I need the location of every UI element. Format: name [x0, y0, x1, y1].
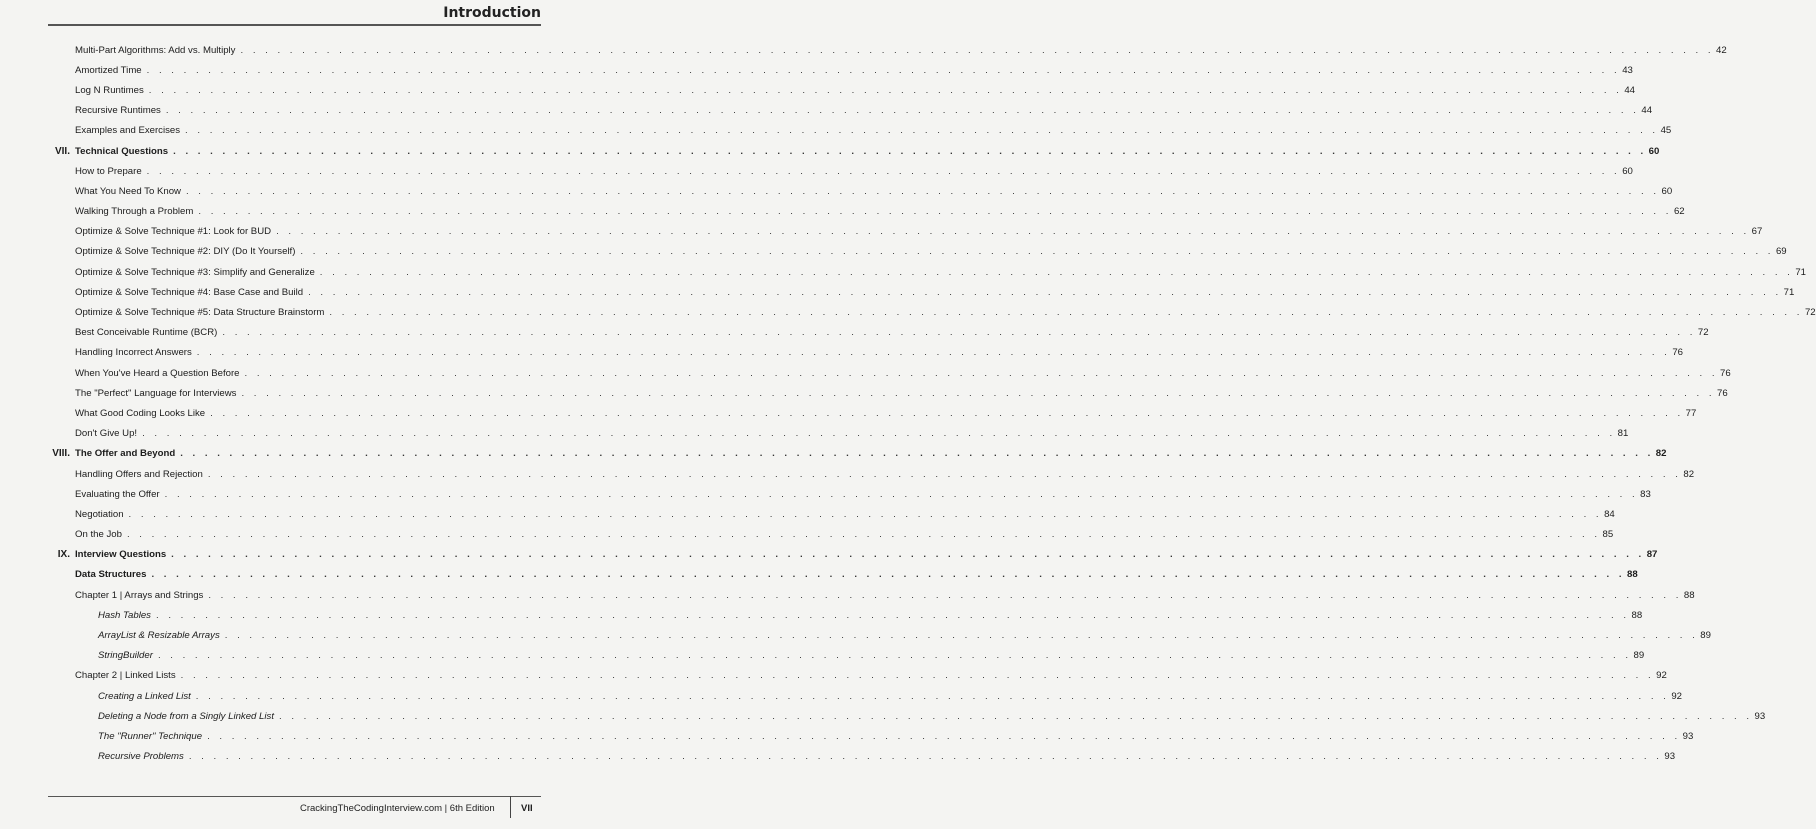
- toc-entry: [40, 625, 1711, 645]
- toc-entry: [40, 80, 1636, 100]
- toc-dot-leader: . . . . . . . . . . . . . . . . . . . . . . . . . . . . . . . . . . . . . . . . . . . . . . . . . . . . . . . . . . . . . . . . . . . . . . . . . . . . . . . . . . . . . . . . . . . . . . . . . . . . . . . . . . . . . . . . . . . . . . . .: [244, 367, 1719, 379]
- toc-page-number: 71: [1795, 266, 1807, 278]
- toc-dot-leader: . . . . . . . . . . . . . . . . . . . . . . . . . . . . . . . . . . . . . . . . . . . . . . . . . . . . . . . . . . . . . . . . . . . . . . . . . . . . . . . . . . . . . . . . . . . . . . . . . . . . . . . . . . . . . . . . . . . . . . . .: [146, 165, 1621, 177]
- toc-entry: [40, 726, 1694, 746]
- toc-entry-title: Creating a Linked List: [98, 691, 194, 702]
- toc-page-number: 42: [1716, 44, 1727, 56]
- toc-entry-title: Amortized Time: [75, 65, 145, 76]
- toc-dot-leader: . . . . . . . . . . . . . . . . . . . . . . . . . . . . . . . . . . . . . . . . . . . . . . . . . . . . . . . . . . . . . . . . . . . . . . . . . . . . . . . . . . . . . . . . . . . . . . . . . . . . . . . . . . . . . . . . . . . . . . . .: [165, 105, 1640, 117]
- toc-entry: [40, 666, 1667, 686]
- toc-dot-leader: . . . . . . . . . . . . . . . . . . . . . . . . . . . . . . . . . . . . . . . . . . . . . . . . . . . . . . . . . . . . . . . . . . . . . . . . . . . . . . . . . . . . . . . . . . . . . . . . . . . . . . . . . . . . . . . . . . . . . . . .: [210, 407, 1684, 419]
- toc-page-number: 82: [1683, 468, 1695, 480]
- toc-entry: [40, 343, 1683, 363]
- toc-page-number: 82: [1655, 448, 1667, 460]
- toc-entry-title: Technical Questions: [75, 146, 171, 157]
- toc-page-number: 76: [1717, 387, 1728, 399]
- table-of-contents: [40, 40, 1816, 767]
- toc-page-number: 72: [1697, 327, 1709, 339]
- toc-dot-leader: . . . . . . . . . . . . . . . . . . . . . . . . . . . . . . . . . . . . . . . . . . . . . . . . . . . . . . . . . . . . . . . . . . . . . . . . . . . . . . . . . . . . . . . . . . . . . . . . . . . . . . . . . . . . . . . . . . . . . . . .: [180, 448, 1654, 460]
- toc-dot-leader: . . . . . . . . . . . . . . . . . . . . . . . . . . . . . . . . . . . . . . . . . . . . . . . . . . . . . . . . . . . . . . . . . . . . . . . . . . . . . . . . . . . . . . . . . . . . . . . . . . . . . . . . . . . . . . . . . . . . . . . .: [240, 44, 1715, 56]
- toc-section-number: VII.: [54, 145, 70, 157]
- toc-dot-leader: . . . . . . . . . . . . . . . . . . . . . . . . . . . . . . . . . . . . . . . . . . . . . . . . . . . . . . . . . . . . . . . . . . . . . . . . . . . . . . . . . . . . . . . . . . . . . . . . . . . . . . . . . . . . . . . . . . . . . . . .: [278, 710, 1753, 722]
- toc-entry-title: Optimize & Solve Technique #4: Base Case and Build: [75, 287, 306, 298]
- toc-dot-leader: . . . . . . . . . . . . . . . . . . . . . . . . . . . . . . . . . . . . . . . . . . . . . . . . . . . . . . . . . . . . . . . . . . . . . . . . . . . . . . . . . . . . . . . . . . . . . . . . . . . . . . . . . . . . . . . . . . . . . . . .: [224, 630, 1699, 642]
- toc-entry-title: What You Need To Know: [75, 186, 184, 197]
- toc-entry: [40, 60, 1633, 80]
- toc-entry-title: When You've Heard a Question Before: [75, 368, 243, 379]
- toc-entry-title: Optimize & Solve Technique #1: Look for BUD: [75, 226, 274, 237]
- toc-entry: [40, 242, 1787, 262]
- toc-dot-leader: . . . . . . . . . . . . . . . . . . . . . . . . . . . . . . . . . . . . . . . . . . . . . . . . . . . . . . . . . . . . . . . . . . . . . . . . . . . . . . . . . . . . . . . . . . . . . . . . . . . . . . . . . . . . . . . . . . . . . . . .: [222, 327, 1696, 339]
- toc-dot-leader: . . . . . . . . . . . . . . . . . . . . . . . . . . . . . . . . . . . . . . . . . . . . . . . . . . . . . . . . . . . . . . . . . . . . . . . . . . . . . . . . . . . . . . . . . . . . . . . . . . . . . . . . . . . . . . . . . . . . . . . .: [241, 387, 1716, 399]
- toc-entry: [40, 706, 1766, 726]
- toc-entry-title: Hash Tables: [98, 610, 154, 621]
- toc-dot-leader: . . . . . . . . . . . . . . . . . . . . . . . . . . . . . . . . . . . . . . . . . . . . . . . . . . . . . . . . . . . . . . . . . . . . . . . . . . . . . . . . . . . . . . . . . . . . . . . . . . . . . . . . . . . . . . . . . . . . . . . .: [128, 508, 1603, 520]
- toc-dot-leader: . . . . . . . . . . . . . . . . . . . . . . . . . . . . . . . . . . . . . . . . . . . . . . . . . . . . . . . . . . . . . . . . . . . . . . . . . . . . . . . . . . . . . . . . . . . . . . . . . . . . . . . . . . . . . . . . . . . . . . . .: [329, 307, 1803, 319]
- toc-entry-title: Evaluating the Offer: [75, 489, 163, 500]
- toc-entry: [40, 282, 1795, 302]
- toc-entry-title: The "Perfect" Language for Interviews: [75, 388, 239, 399]
- toc-page-number: 67: [1751, 226, 1763, 238]
- toc-entry: [40, 121, 1672, 141]
- header-divider: [48, 24, 541, 26]
- footer-site-edition: CrackingTheCodingInterview.com | 6th Edition: [300, 803, 495, 814]
- toc-entry-title: Data Structures: [75, 569, 149, 580]
- toc-entry: [40, 504, 1615, 524]
- toc-dot-leader: . . . . . . . . . . . . . . . . . . . . . . . . . . . . . . . . . . . . . . . . . . . . . . . . . . . . . . . . . . . . . . . . . . . . . . . . . . . . . . . . . . . . . . . . . . . . . . . . . . . . . . . . . . . . . . . . . . . . . . . .: [148, 84, 1623, 96]
- toc-entry-title: Recursive Problems: [98, 751, 187, 762]
- toc-entry: [40, 585, 1695, 605]
- toc-page-number: 93: [1682, 730, 1694, 742]
- toc-entry-title: The Offer and Beyond: [75, 448, 178, 459]
- toc-dot-leader: . . . . . . . . . . . . . . . . . . . . . . . . . . . . . . . . . . . . . . . . . . . . . . . . . . . . . . . . . . . . . . . . . . . . . . . . . . . . . . . . . . . . . . . . . . . . . . . . . . . . . . . . . . . . . . . . . . . . . . . .: [126, 529, 1601, 541]
- toc-entry: [40, 323, 1709, 343]
- toc-page-number: 83: [1640, 488, 1651, 500]
- toc-page-number: 92: [1671, 690, 1683, 702]
- toc-page-number: 60: [1661, 185, 1673, 197]
- toc-entry-title: Optimize & Solve Technique #3: Simplify and Generalize: [75, 267, 318, 278]
- toc-dot-leader: . . . . . . . . . . . . . . . . . . . . . . . . . . . . . . . . . . . . . . . . . . . . . . . . . . . . . . . . . . . . . . . . . . . . . . . . . . . . . . . . . . . . . . . . . . . . . . . . . . . . . . . . . . . . . . . . . . . . . . . .: [151, 569, 1625, 581]
- toc-page-number: 84: [1604, 508, 1615, 520]
- toc-dot-leader: . . . . . . . . . . . . . . . . . . . . . . . . . . . . . . . . . . . . . . . . . . . . . . . . . . . . . . . . . . . . . . . . . . . . . . . . . . . . . . . . . . . . . . . . . . . . . . . . . . . . . . . . . . . . . . . . . . . . . . . .: [208, 589, 1682, 601]
- toc-page-number: 76: [1720, 367, 1731, 379]
- toc-dot-leader: . . . . . . . . . . . . . . . . . . . . . . . . . . . . . . . . . . . . . . . . . . . . . . . . . . . . . . . . . . . . . . . . . . . . . . . . . . . . . . . . . . . . . . . . . . . . . . . . . . . . . . . . . . . . . . . . . . . . . . . .: [195, 690, 1670, 702]
- toc-entry-title: Chapter 2 | Linked Lists: [75, 670, 179, 681]
- toc-page-number: 72: [1804, 307, 1816, 319]
- toc-entry: [40, 101, 1653, 121]
- toc-entry: [40, 565, 1638, 585]
- toc-entry: [40, 605, 1643, 625]
- toc-dot-leader: . . . . . . . . . . . . . . . . . . . . . . . . . . . . . . . . . . . . . . . . . . . . . . . . . . . . . . . . . . . . . . . . . . . . . . . . . . . . . . . . . . . . . . . . . . . . . . . . . . . . . . . . . . . . . . . . . . . . . . . .: [198, 206, 1672, 218]
- toc-entry-title: Don't Give Up!: [75, 428, 140, 439]
- toc-dot-leader: . . . . . . . . . . . . . . . . . . . . . . . . . . . . . . . . . . . . . . . . . . . . . . . . . . . . . . . . . . . . . . . . . . . . . . . . . . . . . . . . . . . . . . . . . . . . . . . . . . . . . . . . . . . . . . . . . . . . . . . .: [157, 650, 1632, 662]
- toc-entry-title: Best Conceivable Runtime (BCR): [75, 327, 220, 338]
- toc-page-number: 71: [1783, 286, 1795, 298]
- toc-page-number: 60: [1648, 145, 1660, 157]
- toc-entry: [40, 262, 1807, 282]
- toc-entry-title: Negotiation: [75, 509, 127, 520]
- toc-dot-leader: . . . . . . . . . . . . . . . . . . . . . . . . . . . . . . . . . . . . . . . . . . . . . . . . . . . . . . . . . . . . . . . . . . . . . . . . . . . . . . . . . . . . . . . . . . . . . . . . . . . . . . . . . . . . . . . . . . . . . . . .: [308, 286, 1782, 298]
- footer-divider: [48, 796, 541, 797]
- toc-entry-title: StringBuilder: [98, 650, 156, 661]
- toc-section-number: VIII.: [52, 448, 70, 460]
- toc-dot-leader: . . . . . . . . . . . . . . . . . . . . . . . . . . . . . . . . . . . . . . . . . . . . . . . . . . . . . . . . . . . . . . . . . . . . . . . . . . . . . . . . . . . . . . . . . . . . . . . . . . . . . . . . . . . . . . . . . . . . . . . .: [196, 347, 1671, 359]
- toc-dot-leader: . . . . . . . . . . . . . . . . . . . . . . . . . . . . . . . . . . . . . . . . . . . . . . . . . . . . . . . . . . . . . . . . . . . . . . . . . . . . . . . . . . . . . . . . . . . . . . . . . . . . . . . . . . . . . . . . . . . . . . . .: [155, 609, 1630, 621]
- toc-entry: [40, 464, 1695, 484]
- toc-entry: [40, 525, 1614, 545]
- toc-page-number: 89: [1633, 650, 1645, 662]
- toc-dot-leader: . . . . . . . . . . . . . . . . . . . . . . . . . . . . . . . . . . . . . . . . . . . . . . . . . . . . . . . . . . . . . . . . . . . . . . . . . . . . . . . . . . . . . . . . . . . . . . . . . . . . . . . . . . . . . . . . . . . . . . . .: [185, 125, 1659, 137]
- page-header-title: Introduction: [443, 5, 541, 21]
- toc-dot-leader: . . . . . . . . . . . . . . . . . . . . . . . . . . . . . . . . . . . . . . . . . . . . . . . . . . . . . . . . . . . . . . . . . . . . . . . . . . . . . . . . . . . . . . . . . . . . . . . . . . . . . . . . . . . . . . . . . . . . . . . .: [164, 488, 1639, 500]
- toc-entry: [40, 424, 1629, 444]
- toc-dot-leader: . . . . . . . . . . . . . . . . . . . . . . . . . . . . . . . . . . . . . . . . . . . . . . . . . . . . . . . . . . . . . . . . . . . . . . . . . . . . . . . . . . . . . . . . . . . . . . . . . . . . . . . . . . . . . . . . . . . . . . . .: [173, 145, 1647, 157]
- footer-page-number: VII: [521, 803, 533, 814]
- toc-entry: [40, 484, 1651, 504]
- toc-page-number: 85: [1602, 529, 1614, 541]
- toc-page-number: 44: [1641, 105, 1653, 117]
- toc-entry-title: Examples and Exercises: [75, 125, 183, 136]
- toc-entry-title: ArrayList & Resizable Arrays: [98, 630, 223, 641]
- toc-page-number: 62: [1673, 206, 1685, 218]
- toc-entry-title: Optimize & Solve Technique #5: Data Structure Brainstorm: [75, 307, 327, 318]
- toc-dot-leader: . . . . . . . . . . . . . . . . . . . . . . . . . . . . . . . . . . . . . . . . . . . . . . . . . . . . . . . . . . . . . . . . . . . . . . . . . . . . . . . . . . . . . . . . . . . . . . . . . . . . . . . . . . . . . . . . . . . . . . . .: [300, 246, 1774, 258]
- toc-entry-title: Log N Runtimes: [75, 85, 147, 96]
- toc-page-number: 93: [1754, 710, 1766, 722]
- toc-entry: [40, 141, 1660, 161]
- toc-dot-leader: . . . . . . . . . . . . . . . . . . . . . . . . . . . . . . . . . . . . . . . . . . . . . . . . . . . . . . . . . . . . . . . . . . . . . . . . . . . . . . . . . . . . . . . . . . . . . . . . . . . . . . . . . . . . . . . . . . . . . . . .: [142, 428, 1616, 440]
- toc-entry: [40, 686, 1683, 706]
- toc-entry: [40, 181, 1673, 201]
- toc-entry-title: Chapter 1 | Arrays and Strings: [75, 590, 206, 601]
- toc-dot-leader: . . . . . . . . . . . . . . . . . . . . . . . . . . . . . . . . . . . . . . . . . . . . . . . . . . . . . . . . . . . . . . . . . . . . . . . . . . . . . . . . . . . . . . . . . . . . . . . . . . . . . . . . . . . . . . . . . . . . . . . .: [180, 670, 1655, 682]
- toc-entry-title: What Good Coding Looks Like: [75, 408, 208, 419]
- toc-page-number: 88: [1631, 609, 1643, 621]
- toc-entry-title: Multi-Part Algorithms: Add vs. Multiply: [75, 45, 238, 56]
- toc-entry-title: The "Runner" Technique: [98, 731, 205, 742]
- toc-page-number: 93: [1664, 751, 1676, 763]
- toc-entry-title: Deleting a Node from a Singly Linked List: [98, 711, 277, 722]
- toc-entry: [40, 383, 1728, 403]
- toc-page-number: 81: [1617, 428, 1629, 440]
- footer-vertical-divider: [510, 796, 511, 818]
- toc-dot-leader: . . . . . . . . . . . . . . . . . . . . . . . . . . . . . . . . . . . . . . . . . . . . . . . . . . . . . . . . . . . . . . . . . . . . . . . . . . . . . . . . . . . . . . . . . . . . . . . . . . . . . . . . . . . . . . . . . . . . . . . .: [276, 226, 1750, 238]
- toc-dot-leader: . . . . . . . . . . . . . . . . . . . . . . . . . . . . . . . . . . . . . . . . . . . . . . . . . . . . . . . . . . . . . . . . . . . . . . . . . . . . . . . . . . . . . . . . . . . . . . . . . . . . . . . . . . . . . . . . . . . . . . . .: [146, 64, 1621, 76]
- toc-page-number: 60: [1622, 165, 1633, 177]
- toc-entry: [40, 403, 1697, 423]
- toc-entry: [40, 444, 1667, 464]
- toc-page-number: 76: [1672, 347, 1683, 359]
- toc-page-number: 77: [1685, 407, 1697, 419]
- toc-entry-title: On the Job: [75, 529, 125, 540]
- toc-dot-leader: . . . . . . . . . . . . . . . . . . . . . . . . . . . . . . . . . . . . . . . . . . . . . . . . . . . . . . . . . . . . . . . . . . . . . . . . . . . . . . . . . . . . . . . . . . . . . . . . . . . . . . . . . . . . . . . . . . . . . . . .: [207, 730, 1681, 742]
- toc-entry-title: How to Prepare: [75, 166, 145, 177]
- toc-dot-leader: . . . . . . . . . . . . . . . . . . . . . . . . . . . . . . . . . . . . . . . . . . . . . . . . . . . . . . . . . . . . . . . . . . . . . . . . . . . . . . . . . . . . . . . . . . . . . . . . . . . . . . . . . . . . . . . . . . . . . . . .: [188, 751, 1663, 763]
- toc-section-number: IX.: [57, 549, 70, 561]
- toc-page-number: 87: [1646, 549, 1658, 561]
- toc-page-number: 44: [1624, 84, 1636, 96]
- toc-entry: [40, 302, 1816, 322]
- toc-entry: [40, 222, 1763, 242]
- toc-entry: [40, 646, 1645, 666]
- toc-page-number: 88: [1683, 589, 1695, 601]
- toc-dot-leader: . . . . . . . . . . . . . . . . . . . . . . . . . . . . . . . . . . . . . . . . . . . . . . . . . . . . . . . . . . . . . . . . . . . . . . . . . . . . . . . . . . . . . . . . . . . . . . . . . . . . . . . . . . . . . . . . . . . . . . . .: [171, 549, 1645, 561]
- toc-entry: [40, 202, 1685, 222]
- toc-page-number: 88: [1627, 569, 1638, 581]
- toc-entry-title: Walking Through a Problem: [75, 206, 196, 217]
- toc-page-number: 69: [1775, 246, 1787, 258]
- toc-entry: [40, 161, 1633, 181]
- toc-dot-leader: . . . . . . . . . . . . . . . . . . . . . . . . . . . . . . . . . . . . . . . . . . . . . . . . . . . . . . . . . . . . . . . . . . . . . . . . . . . . . . . . . . . . . . . . . . . . . . . . . . . . . . . . . . . . . . . . . . . . . . . .: [319, 266, 1794, 278]
- toc-entry: [40, 363, 1731, 383]
- toc-entry-title: Handling Incorrect Answers: [75, 347, 195, 358]
- toc-page-number: 43: [1622, 64, 1633, 76]
- toc-dot-leader: . . . . . . . . . . . . . . . . . . . . . . . . . . . . . . . . . . . . . . . . . . . . . . . . . . . . . . . . . . . . . . . . . . . . . . . . . . . . . . . . . . . . . . . . . . . . . . . . . . . . . . . . . . . . . . . . . . . . . . . .: [185, 185, 1660, 197]
- toc-entry: [40, 747, 1676, 767]
- toc-page-number: 92: [1656, 670, 1667, 682]
- toc-entry-title: Interview Questions: [75, 549, 169, 560]
- toc-entry: [40, 40, 1727, 60]
- toc-page-number: 45: [1660, 125, 1672, 137]
- toc-entry: [40, 545, 1658, 565]
- toc-entry-title: Handling Offers and Rejection: [75, 469, 206, 480]
- toc-page-number: 89: [1700, 630, 1711, 642]
- toc-entry-title: Recursive Runtimes: [75, 105, 164, 116]
- toc-entry-title: Optimize & Solve Technique #2: DIY (Do It Yourself): [75, 246, 298, 257]
- toc-dot-leader: . . . . . . . . . . . . . . . . . . . . . . . . . . . . . . . . . . . . . . . . . . . . . . . . . . . . . . . . . . . . . . . . . . . . . . . . . . . . . . . . . . . . . . . . . . . . . . . . . . . . . . . . . . . . . . . . . . . . . . . .: [207, 468, 1682, 480]
